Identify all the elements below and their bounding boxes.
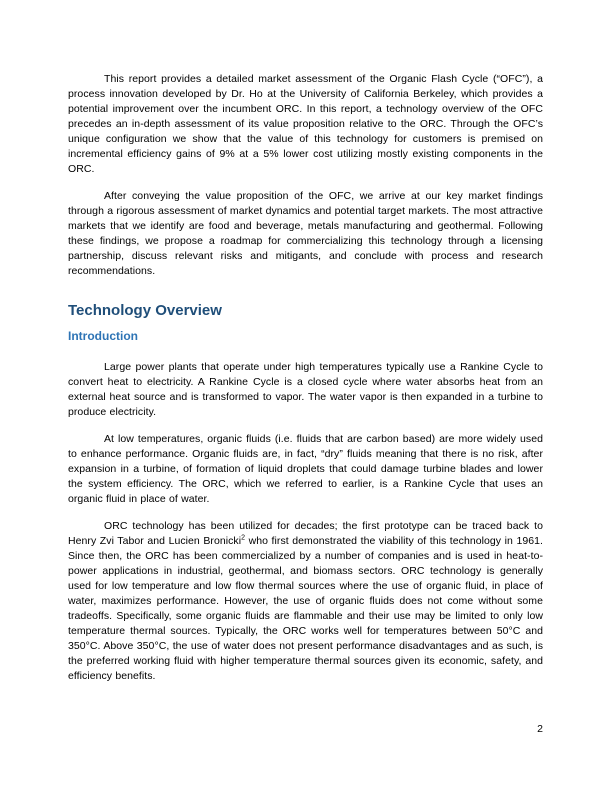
section-heading-technology-overview: Technology Overview [68,302,222,319]
page-number: 2 [537,723,543,735]
paragraph-introduction-3-text-before-footnote: ORC technology has been utilized for decades; the first prototype can be traced back to Henry Zvi Tabor and Lucien Bronicki [68,520,543,547]
paragraph-introduction-1: Large power plants that operate under high temperatures typically use a Rankine Cycle to convert heat to electricity. A Rankine Cycle is a closed cycle where water absorbs heat from an external heat source and is transformed to vapor. The water vapor is then expanded in a turbine to produce electricity. [68,361,543,418]
footnote-reference-2: 2 [241,534,246,542]
page-footer [68,722,543,737]
paragraph-introduction-3-text-after-footnote: who first demonstrated the viability of this technology in 1961. Since then, the ORC has been commercialized by a number of companies and is used in heat-to-power applications in industrial, geothermal, and biomass sectors. ORC technology is generally used for low temperature and low flow thermal sources where the use of organic fluid, in place of water, maximizes performance. However, the use of organic fluids does not come without some tradeoffs. Specifically, some organic fluids are flammable and their use may be limited to only low temperature thermal sources. Typically, the ORC works well for temperatures between 50°C and 350°C. Above 350°C, the use of water does not present performance disadvantages and as such, is the preferred working fluid with higher temperature thermal sources given its economic, safety, and efficiency benefits. [68,535,543,682]
paragraph-executive-summary-1: This report provides a detailed market assessment of the Organic Flash Cycle (“OFC”), a process innovation developed by Dr. Ho at the University of California Berkeley, which provides a potential improvement over the incumbent ORC. In this report, a technology overview of the OFC precedes an in-depth assessment of its value proposition relative to the ORC. Through the OFC’s unique configuration we show that the value of this technology for customers is premised on incremental efficiency gains of 9% at a 5% lower cost utilizing mostly existing components in the ORC. [68,73,543,175]
paragraph-introduction-3 [68,519,543,684]
page-content [68,72,543,696]
subsection-heading-introduction: Introduction [68,329,138,343]
paragraph-introduction-2: At low temperatures, organic fluids (i.e. fluids that are carbon based) are more widely used to enhance performance. Organic fluids are, in fact, “dry” fluids meaning that there is no risk, after expansion in a turbine, of formation of liquid droplets that could damage turbine blades and lower the system efficiency. The ORC, which we referred to earlier, is a Rankine Cycle that uses an organic fluid in place of water. [68,433,543,505]
paragraph-executive-summary-2: After conveying the value proposition of the OFC, we arrive at our key market findings through a rigorous assessment of market dynamics and potential target markets. The most attractive markets that we identify are food and beverage, metals manufacturing and geothermal. Following these findings, we propose a roadmap for commercializing this technology through a licensing partnership, discuss relevant risks and mitigants, and conclude with process and research recommendations. [68,190,543,277]
